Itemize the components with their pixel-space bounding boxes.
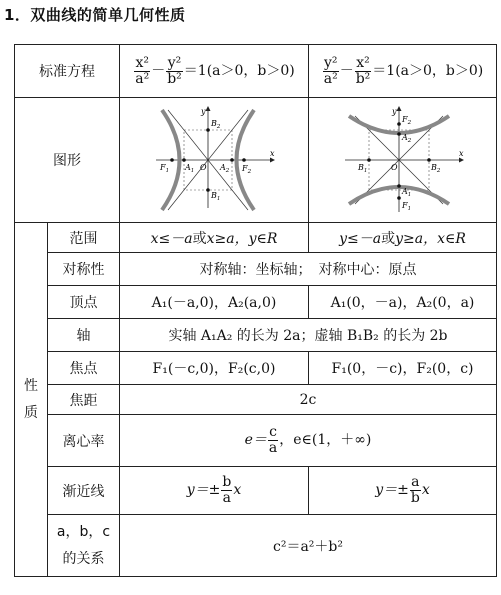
row-relation xyxy=(15,515,497,577)
row-focal-length xyxy=(15,385,497,415)
frac-b-a: $\frac{b}{a}$ xyxy=(222,474,232,506)
focus-vertical: F₁(0，－c)，F₂(0，c) xyxy=(309,352,497,385)
x-axis-arrow xyxy=(270,158,275,163)
point-F1 xyxy=(170,158,174,162)
frac-c-a: $\frac{c}{a}$ xyxy=(268,424,278,456)
frac-y2-b2: $\frac{\text{y²}}{\text{b²}}$ xyxy=(167,54,182,87)
point-B1 xyxy=(367,158,371,162)
horizontal-hyperbola-diagram xyxy=(152,104,276,216)
x-axis-arrow xyxy=(459,158,464,163)
point-B2 xyxy=(206,128,210,132)
svg-text:B1: $B_1$ xyxy=(357,163,367,174)
asymptote-horizontal: y＝± $\frac{b}{a}$ x xyxy=(120,467,309,515)
label-focus: 焦点 xyxy=(48,352,120,385)
svg-text:y: y xyxy=(391,107,397,116)
range-vertical: y≤－a或y≥a，x∈R xyxy=(309,223,497,253)
label-symmetry: 对称性 xyxy=(48,253,120,286)
eccentricity-value: e＝ $\frac{c}{a}$ ，e∈(1，＋∞) xyxy=(120,415,497,467)
point-B2 xyxy=(427,158,431,162)
frac-a-b: $\frac{a}{b}$ xyxy=(410,474,420,506)
page-title: 1．双曲线的简单几何性质 xyxy=(4,6,186,24)
equation-vertical: $\frac{\text{y²}}{\text{a²}}$ － $\frac{\text{x²}}{\text{b²}}$ ＝1(a＞0，b＞0) xyxy=(309,45,497,98)
row-standard-equation xyxy=(15,45,497,98)
label-properties: 性 质 xyxy=(15,223,48,577)
svg-text:x: x xyxy=(458,149,464,158)
label-relation: a，b，c 的关系 xyxy=(48,515,120,577)
svg-text:A1: $A_1$ xyxy=(401,187,411,198)
focal-length-value: 2c xyxy=(120,385,497,415)
label-figure: 图形 xyxy=(15,98,120,223)
label-axis: 轴 xyxy=(48,319,120,352)
svg-text:A1: $A_1$ xyxy=(185,163,195,174)
focus-horizontal: F₁(－c,0)，F₂(c,0) xyxy=(120,352,309,385)
row-symmetry xyxy=(15,253,497,286)
svg-text:F2: $F_2$ xyxy=(242,164,252,175)
point-A2 xyxy=(230,158,234,162)
svg-text:A2: $A_2$ xyxy=(401,133,411,144)
point-A1 xyxy=(182,158,186,162)
row-focus xyxy=(15,352,497,385)
axis-value: 实轴 A₁A₂ 的长为 2a；虚轴 B₁B₂ 的长为 2b xyxy=(120,319,497,352)
svg-text:F1: $F_1$ xyxy=(160,163,170,174)
point-A1 xyxy=(397,184,401,188)
row-eccentricity xyxy=(15,415,497,467)
svg-text:O: O xyxy=(390,163,398,172)
point-F2 xyxy=(397,122,401,126)
hyperbola-properties-table xyxy=(14,44,497,577)
label-vertex: 顶点 xyxy=(48,286,120,319)
label-standard-equation: 标准方程 xyxy=(15,45,120,98)
svg-text:B1: $B_1$ xyxy=(211,191,221,202)
frac-x2-a2: $\frac{\text{x²}}{\text{a²}}$ xyxy=(135,54,150,87)
point-F1 xyxy=(397,196,401,200)
asymptote-vertical: y＝± $\frac{a}{b}$ x xyxy=(309,467,497,515)
y-axis-arrow xyxy=(396,106,401,111)
point-A2 xyxy=(397,132,401,136)
svg-text:x: x xyxy=(270,149,275,158)
vertical-hyperbola-diagram xyxy=(341,104,465,216)
frac-y2-a2: $\frac{\text{y²}}{\text{a²}}$ xyxy=(323,54,338,87)
row-vertex xyxy=(15,286,497,319)
svg-text:F2: $F_2$ xyxy=(401,115,411,126)
figure-vertical-hyperbola xyxy=(309,98,497,223)
svg-text:A2: $A_2$ xyxy=(220,163,230,174)
svg-text:F1: $F_1$ xyxy=(401,201,411,212)
svg-text:B2: $B_2$ xyxy=(430,163,440,174)
y-axis-arrow xyxy=(206,106,211,111)
point-B1 xyxy=(206,188,210,192)
range-horizontal: x≤－a或x≥a，y∈R xyxy=(120,223,309,253)
row-range xyxy=(15,223,497,253)
vertex-horizontal: A₁(－a,0)，A₂(a,0) xyxy=(120,286,309,319)
row-figure xyxy=(15,98,497,223)
svg-text:B2: $B_2$ xyxy=(211,119,221,130)
svg-text:O: O xyxy=(200,163,207,172)
vertex-vertical: A₁(0，－a)，A₂(0，a) xyxy=(309,286,497,319)
svg-text:y: y xyxy=(201,107,206,116)
relation-value: c²＝a²＋b² xyxy=(120,515,497,577)
label-asymptote: 渐近线 xyxy=(48,467,120,515)
label-range: 范围 xyxy=(48,223,120,253)
row-axis xyxy=(15,319,497,352)
label-focal-length: 焦距 xyxy=(48,385,120,415)
frac-x2-b2: $\frac{\text{x²}}{\text{b²}}$ xyxy=(355,54,371,87)
symmetry-value: 对称轴：坐标轴； 对称中心：原点 xyxy=(120,253,497,286)
row-asymptote xyxy=(15,467,497,515)
point-F2 xyxy=(242,158,246,162)
label-eccentricity: 离心率 xyxy=(48,415,120,467)
equation-horizontal: $\frac{\text{x²}}{\text{a²}}$ － $\frac{\text{y²}}{\text{b²}}$ ＝1(a＞0，b＞0) xyxy=(120,45,309,98)
figure-horizontal-hyperbola xyxy=(120,98,309,223)
